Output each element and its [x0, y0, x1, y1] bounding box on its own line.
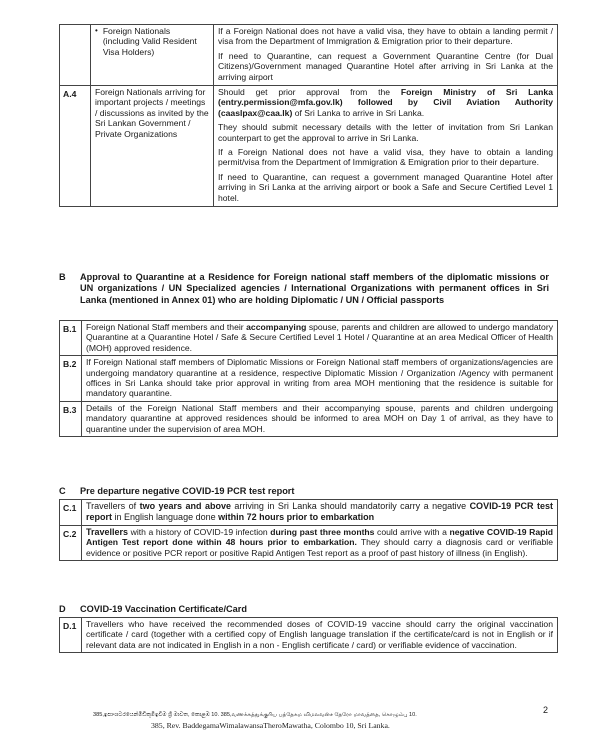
paragraph: If need to Quarantine, can request a government managed Quarantine Hotel after arriving in Sri Lanka at the arriving airport or book a Safe and Secure Certified Level 1 hotel.	[218, 171, 553, 203]
section-letter: B	[59, 272, 66, 282]
bold-text: Travellers	[86, 527, 129, 537]
section-title: COVID-19 Vaccination Certificate/Card	[80, 604, 247, 614]
row-id: A.4	[60, 86, 91, 207]
text: arriving in Sri Lanka should mandatorily carry a negative	[230, 501, 470, 511]
row-id: D.1	[60, 618, 82, 653]
text: spouse, parents and children are allowed to undergo mandatory Quarantine at a Quarantine Hotel / Safe & Secure Certified Level 1 Hotel / Quarantine at an area Medical Officer of Health (MOH) approved residence.	[86, 322, 553, 353]
row-description	[214, 25, 558, 86]
bold-text: accompanying	[246, 322, 307, 332]
row-id: B.2	[60, 356, 82, 402]
section-c-table	[59, 499, 558, 561]
section-a-table	[59, 24, 558, 207]
section-letter: C	[59, 486, 66, 496]
row-description	[82, 526, 558, 561]
bold-text: negative COVID-19 Rapid Antigen Test report done within 48 hours prior to embarkation.	[86, 527, 553, 548]
table-row	[60, 526, 558, 561]
table-row	[60, 500, 558, 526]
table-row	[60, 86, 558, 207]
row-category	[91, 25, 214, 86]
row-id: B.3	[60, 401, 82, 436]
row-description: Details of the Foreign National Staff members and their accompanying spouse, parents and children undergoing mandatory quarantine at approved residences should be informed to area MOH on Day 1 of arrival, as they have to quarantine under the supervision of area MOH.	[82, 401, 558, 436]
row-id: C.1	[60, 500, 82, 526]
row-category: Foreign Nationals arriving for important projects / meetings / discussions as invited by the Sri Lankan Government / Private Organizations	[91, 86, 214, 207]
page-number: 2	[543, 705, 549, 715]
row-id: C.2	[60, 526, 82, 561]
text: could arrive with a	[374, 527, 450, 537]
bold-text: during past three months	[270, 527, 375, 537]
text: of Sri Lanka to arrive in Sri Lanka.	[292, 107, 425, 118]
bold-text: COVID-19 PCR test report	[86, 501, 553, 522]
bold-text: within 72 hours prior to embarkation	[218, 512, 375, 522]
row-id	[60, 25, 91, 86]
paragraph: They should submit necessary details with the letter of invitation from Sri Lankan counterpart to get the approval to arrive in Sri Lanka.	[218, 122, 553, 143]
footer-address-english: 385, Rev. BaddegamaWimalawansaTheroMawatha, Colombo 10, Sri Lanka.	[151, 721, 390, 730]
row-description: Travellers who have received the recommended doses of COVID-19 vaccine should carry the original vaccination certificate / card (together with a certified copy of English language translation if the certificate/card is not in English or if relevant data are not indicated in English in a non - English certificate / card) or verifiable evidence of vaccination.	[82, 618, 558, 653]
text: Travellers of	[86, 501, 140, 511]
footer-address-local: 385,ඉපාංශටරයෙන්මිඩිකුමිඉවීම ශ්‍රී මාවත, කොළඹ 10. 385,வணக்கத்துக்குரிய பத்தேகம விமலவன்ச தேரோ மாவத்தை, கொழும்பு 10.	[93, 712, 417, 718]
row-description	[82, 321, 558, 356]
text: in English language done	[112, 512, 219, 522]
paragraph: If a Foreign National does not have a valid visa, they have to obtain a landing permit/visa from the Department of Immigration & Emigration prior to their departure.	[218, 147, 553, 168]
table-row	[60, 401, 558, 436]
section-title: Pre departure negative COVID-19 PCR test report	[80, 486, 295, 496]
section-letter: D	[59, 604, 66, 614]
paragraph	[218, 87, 553, 118]
table-row	[60, 321, 558, 356]
text: Should get prior approval from the	[218, 87, 401, 98]
row-id: B.1	[60, 321, 82, 356]
section-d-table	[59, 617, 558, 653]
section-b-table	[59, 320, 558, 437]
text: They should carry a diagnosis card or verifiable evidence or positive PCR report or positive Rapid Antigen Test report as a proof of past history of illness (in English).	[86, 537, 554, 558]
paragraph: If need to Quarantine, can request a Government Quarantine Centre (for Dual Citizens)/Government managed Quarantine Hotel after arriving in Sri Lanka at the arriving airport	[218, 50, 553, 82]
table-row	[60, 618, 558, 653]
row-description	[214, 86, 558, 207]
bold-text: Foreign Ministry of Sri Lanka (entry.permission@mfa.gov.lk) followed by Civil Aviation Authority (caaslpax@caa.lk)	[218, 87, 553, 118]
text: with a history of COVID-19 infection	[128, 527, 271, 537]
section-title: Approval to Quarantine at a Residence for Foreign national staff members of the diplomatic missions or UN organizations / UN Specialized agencies / International Organizations with permanent offices in Sri Lanka (mentioned in Annex 01) who are holding Diplomatic / UN / Official passports	[80, 272, 549, 305]
bold-text: two years and above	[139, 501, 231, 511]
bullet-icon: •	[95, 26, 98, 35]
row-description: If Foreign National staff members of Diplomatic Missions or Foreign National staff members of organizations/agencies are undergoing mandatory quarantine at a residence, respective Diplomatic Mission / Organization /Agency with permanent offices in Sri Lanka should take prior approval in writing from area MOH mentioning that the residence is suitable for mandatory quarantine.	[82, 356, 558, 402]
table-row	[60, 25, 558, 86]
category-text: Foreign Nationals (including Valid Resident Visa Holders)	[102, 26, 197, 57]
paragraph: If a Foreign National does not have a valid visa, they have to obtain a landing permit / visa from the Department of Immigration & Emigration prior to their departure.	[218, 26, 553, 47]
text: Foreign National Staff members and their	[86, 322, 247, 332]
table-row	[60, 356, 558, 402]
row-description	[82, 500, 558, 526]
